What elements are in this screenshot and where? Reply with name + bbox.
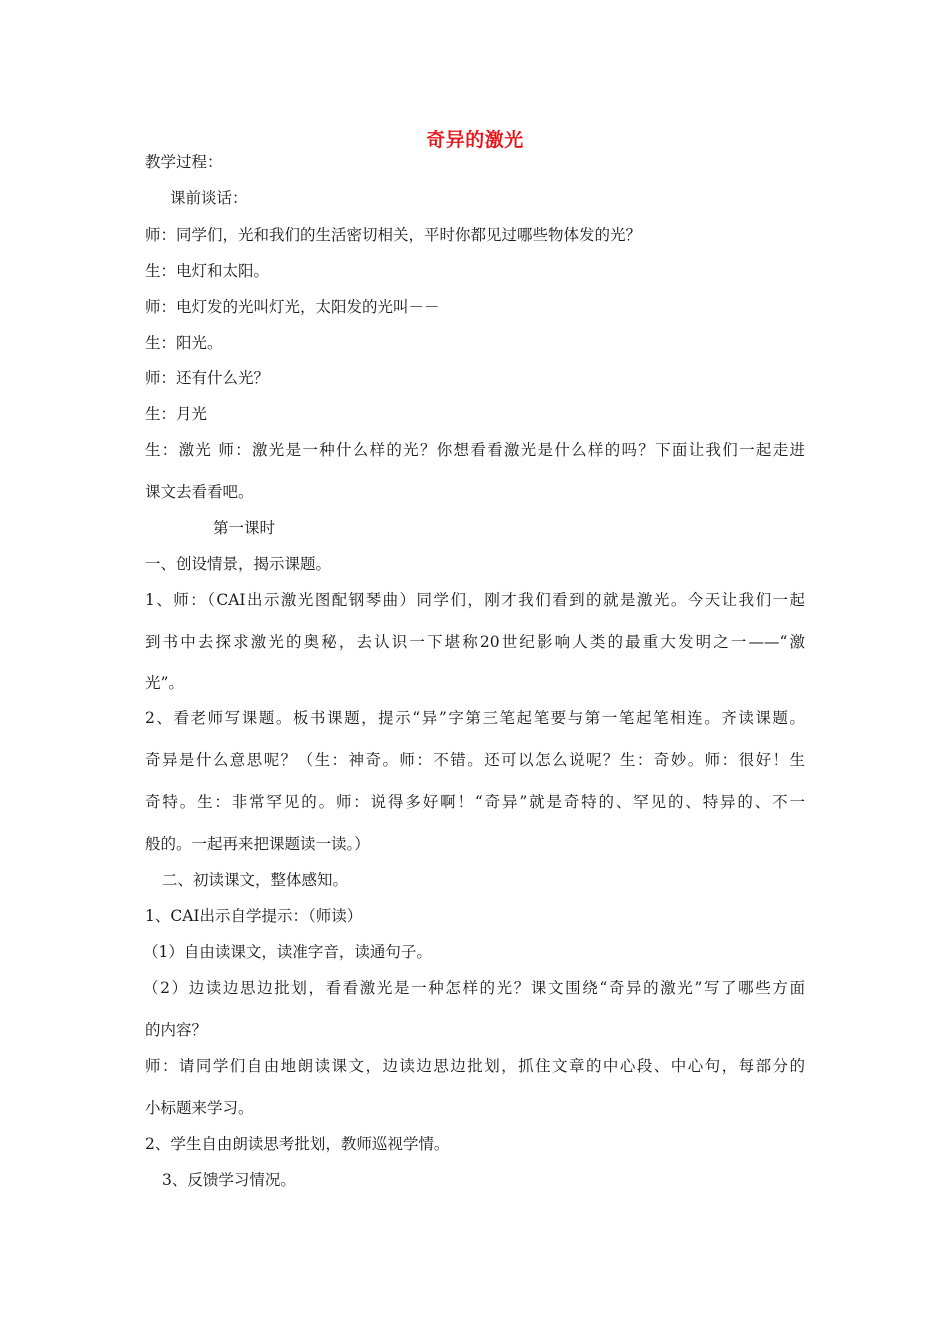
text-line: 生：阳光。 xyxy=(145,334,223,352)
text-line: 2、看老师写课题。板书课题，提示“异”字第三笔起笔要与第一笔起笔相连。齐读课题。 xyxy=(145,709,805,727)
text-line: 1、CAI出示自学提示：（师读） xyxy=(145,907,363,925)
text-line: 3、反馈学习情况。 xyxy=(162,1171,296,1189)
text-line: 课前谈话： xyxy=(170,189,248,207)
section-heading: 第一课时 xyxy=(213,519,276,537)
text-line: 生：月光 xyxy=(145,405,208,423)
text-line: 师：同学们，光和我们的生活密切相关，平时你都见过哪些物体发的光？ xyxy=(145,226,642,244)
text-line: 般的。一起再来把课题读一读。） xyxy=(145,835,370,853)
text-line: 奇异是什么意思呢？（生：神奇。师：不错。还可以怎么说呢？生：奇妙。师：很好！生 xyxy=(145,751,805,769)
text-line: 奇特。生：非常罕见的。师：说得多好啊！“奇异”就是奇特的、罕见的、特异的、不一 xyxy=(145,793,805,811)
text-line: 生：激光 师：激光是一种什么样的光？你想看看激光是什么样的吗？下面让我们一起走进 xyxy=(145,441,805,459)
text-line: 小标题来学习。 xyxy=(145,1099,254,1117)
text-line: 到书中去探求激光的奥秘，去认识一下堪称20世纪影响人类的最重大发明之一——“激 xyxy=(145,633,805,651)
text-line: 一、创设情景，揭示课题。 xyxy=(145,555,332,573)
text-line: 的内容？ xyxy=(145,1021,208,1039)
text-line: 课文去看看吧。 xyxy=(145,483,254,501)
document-title: 奇异的激光 xyxy=(426,129,524,151)
text-line: 1、师：（CAI出示激光图配钢琴曲）同学们，刚才我们看到的就是激光。今天让我们一起 xyxy=(145,591,805,609)
text-line: 师：还有什么光？ xyxy=(145,369,270,387)
text-line: （2）边读边思边批划，看看激光是一种怎样的光？课文围绕“奇异的激光”写了哪些方面 xyxy=(143,979,805,997)
text-line: （1）自由读课文，读准字音，读通句子。 xyxy=(143,943,432,961)
text-line: 生：电灯和太阳。 xyxy=(145,262,270,280)
section-heading: 二、初读课文，整体感知。 xyxy=(162,871,349,889)
text-line: 师：电灯发的光叫灯光，太阳发的光叫－－ xyxy=(145,298,440,316)
text-line: 2、学生自由朗读思考批划，教师巡视学情。 xyxy=(145,1135,450,1153)
text-line: 教学过程： xyxy=(145,153,223,171)
text-line: 师：请同学们自由地朗读课文，边读边思边批划，抓住文章的中心段、中心句，每部分的 xyxy=(145,1057,805,1075)
text-line: 光”。 xyxy=(145,674,184,692)
